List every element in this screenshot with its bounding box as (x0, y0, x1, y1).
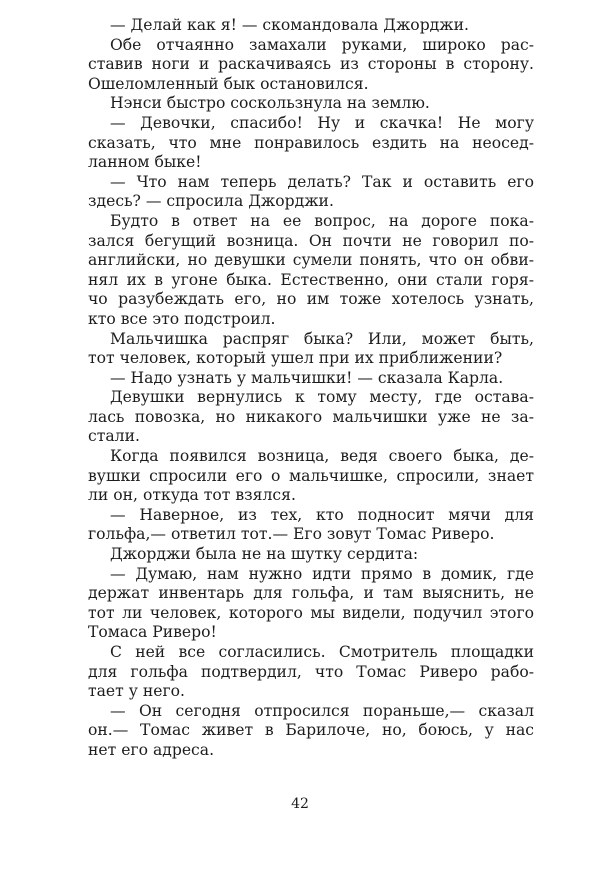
text-line: английски, но девушки сумели понять, что он обви- (88, 251, 534, 270)
text-line: чо разубеждать его, но им тоже хотелось узнать, (88, 290, 534, 309)
paragraph (88, 212, 534, 330)
text-line: С ней все согласились. Смотритель площадки (110, 643, 534, 661)
text-line: Будто в ответ на ее вопрос, на дороге пока- (110, 211, 534, 230)
paragraph (88, 702, 534, 761)
text-line: — Он сегодня отпросился пораньше,— сказал (110, 701, 534, 720)
page-number: 42 (291, 796, 309, 812)
text-line: Нэнси быстро соскользнула на землю. (110, 94, 430, 113)
paragraph (88, 447, 534, 506)
text-line: ли он, откуда тот взялся. (88, 486, 296, 505)
text-line: — Девочки, спасибо! Ну и скачка! Не могу (110, 113, 534, 132)
paragraph (88, 388, 534, 447)
paragraph (88, 94, 534, 114)
text-line: он.— Томас живет в Барилоче, но, боюсь, у нас (88, 721, 534, 740)
text-line: гольфа,— ответил тот.— Его зовут Томас Риверо. (88, 525, 495, 544)
text-line: тот человек, который ушел при их приближении? (88, 349, 503, 368)
paragraph (88, 16, 534, 36)
body-text (88, 16, 534, 761)
text-line: держат инвентарь для гольфа, и там выяснить, не (88, 584, 534, 603)
paragraph (88, 369, 534, 389)
paragraph (88, 114, 534, 173)
text-line: Томаса Риверо! (88, 623, 217, 642)
text-line: здесь? — спросила Джорджи. (88, 192, 334, 211)
paragraph (88, 643, 534, 702)
text-line: нял их в угоне быка. Естественно, они стали горя- (88, 270, 534, 289)
paragraph (88, 173, 534, 212)
text-line: — Надо узнать у мальчишки! — сказала Карла. (110, 368, 504, 387)
paragraph (88, 545, 534, 565)
paragraph (88, 565, 534, 643)
text-line: тот ли человек, которого мы видели, подучил этого (88, 603, 534, 622)
text-line: Обе отчаянно замахали руками, широко рас- (110, 35, 534, 54)
text-line: кто все это подстроил. (88, 309, 276, 328)
text-line: Мальчишка распряг быка? Или, может быть, (110, 329, 534, 348)
text-line: — Думаю, нам нужно идти прямо в домик, где (110, 564, 534, 583)
text-line: ланном быке! (88, 153, 202, 172)
text-line: Ошеломленный бык остановился. (88, 74, 369, 93)
text-line: стали. (88, 427, 140, 446)
paragraph (88, 330, 534, 369)
text-line: Джорджи была не на шутку сердита: (110, 545, 419, 564)
text-line: — Наверное, из тех, кто подносит мячи для (110, 505, 534, 524)
text-line: Когда появился возница, ведя своего быка, де- (110, 447, 534, 466)
text-line: — Что нам теперь делать? Так и оставить его (110, 172, 534, 191)
text-line: — Делай как я! — скомандовала Джорджи. (110, 16, 469, 34)
text-line: лась повозка, но никакого мальчишки уже не за- (88, 407, 534, 426)
paragraph (88, 506, 534, 545)
text-line: ставив ноги и раскачиваясь из стороны в сторону. (88, 55, 534, 74)
paragraph (88, 36, 534, 95)
text-line: зался бегущий возница. Он почти не говорил по- (88, 231, 534, 250)
text-line: тает у него. (88, 682, 186, 701)
text-line: сказать, что мне понравилось ездить на неосед- (88, 133, 534, 152)
text-line: для гольфа подтвердил, что Томас Риверо рабо- (88, 662, 534, 681)
text-line: вушки спросили его о мальчишке, спросили, знает (88, 466, 534, 485)
text-line: Девушки вернулись к тому месту, где остава- (110, 388, 534, 407)
text-line: нет его адреса. (88, 740, 215, 759)
